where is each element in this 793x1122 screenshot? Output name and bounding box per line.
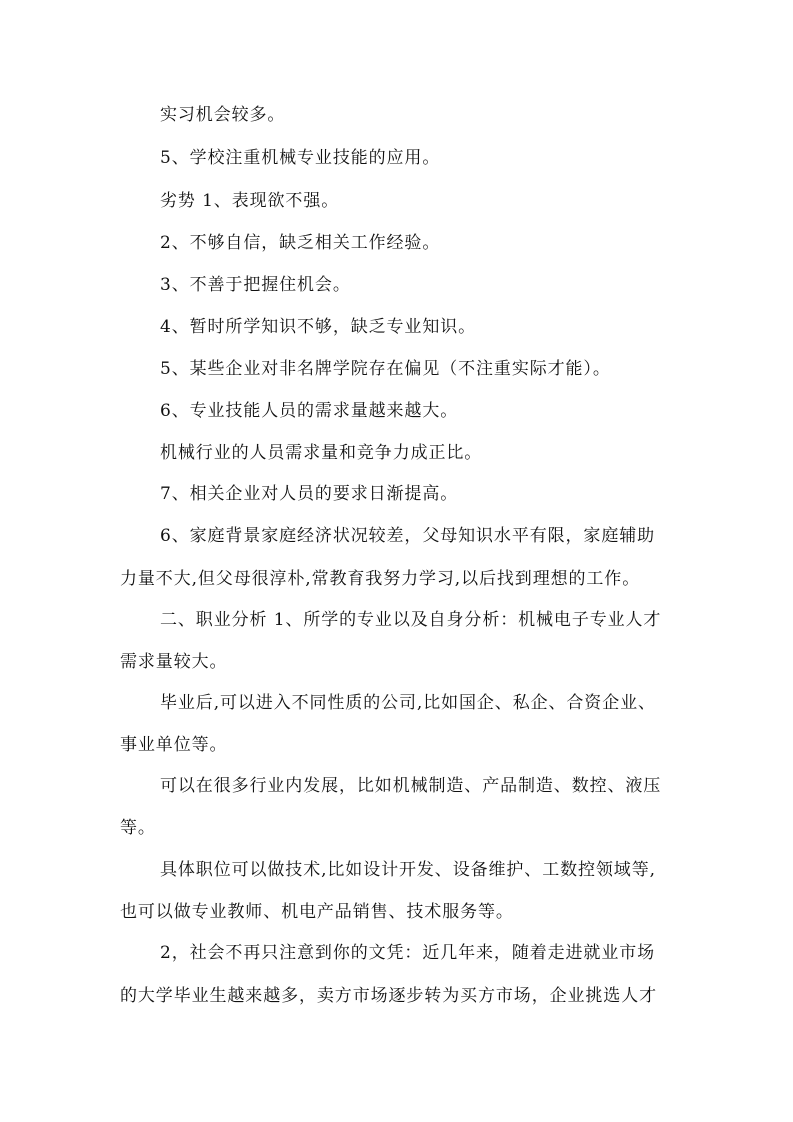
text-line: 7、相关企业对人员的要求日渐提高。 <box>160 484 459 504</box>
text-line: 事业单位等。 <box>120 735 228 755</box>
text-line: 可以在很多行业内发展，比如机械制造、产品制造、数控、液压 <box>160 776 662 796</box>
text-line: 2、不够自信，缺乏相关工作经验。 <box>160 233 441 253</box>
text-line: 5、学校注重机械专业技能的应用。 <box>160 148 441 168</box>
text-line: 2，社会不再只注意到你的文凭：近几年来，随着走进就业市场 <box>160 943 656 963</box>
text-line: 需求量较大。 <box>120 652 228 672</box>
text-line: 劣势 1、表现欲不强。 <box>160 191 340 211</box>
text-line: 机械行业的人员需求量和竞争力成正比。 <box>160 443 483 463</box>
text-line: 等。 <box>120 818 156 838</box>
text-line: 具体职位可以做技术,比如设计开发、设备维护、工数控领域等, <box>160 860 656 880</box>
text-line: 6、专业技能人员的需求量越来越大。 <box>160 401 459 421</box>
text-line: 力量不大,但父母很淳朴,常教育我努力学习,以后找到理想的工作。 <box>120 569 641 589</box>
text-line: 毕业后,可以进入不同性质的公司,比如国企、私企、合资企业、 <box>160 693 656 713</box>
text-line: 4、暂时所学知识不够，缺乏专业知识。 <box>160 317 477 337</box>
text-line: 5、某些企业对非名牌学院存在偏见（不注重实际才能）。 <box>160 359 611 379</box>
text-line: 6、家庭背景家庭经济状况较差，父母知识水平有限，家庭辅助 <box>160 526 656 546</box>
text-line: 的大学毕业生越来越多，卖方市场逐步转为买方市场，企业挑选人才 <box>120 986 657 1006</box>
text-line: 二、职业分析 1、所学的专业以及自身分析：机械电子专业人才 <box>160 610 662 630</box>
text-line: 3、不善于把握住机会。 <box>160 275 351 295</box>
text-line: 实习机会较多。 <box>160 105 286 125</box>
text-line: 也可以做专业教师、机电产品销售、技术服务等。 <box>120 902 514 922</box>
